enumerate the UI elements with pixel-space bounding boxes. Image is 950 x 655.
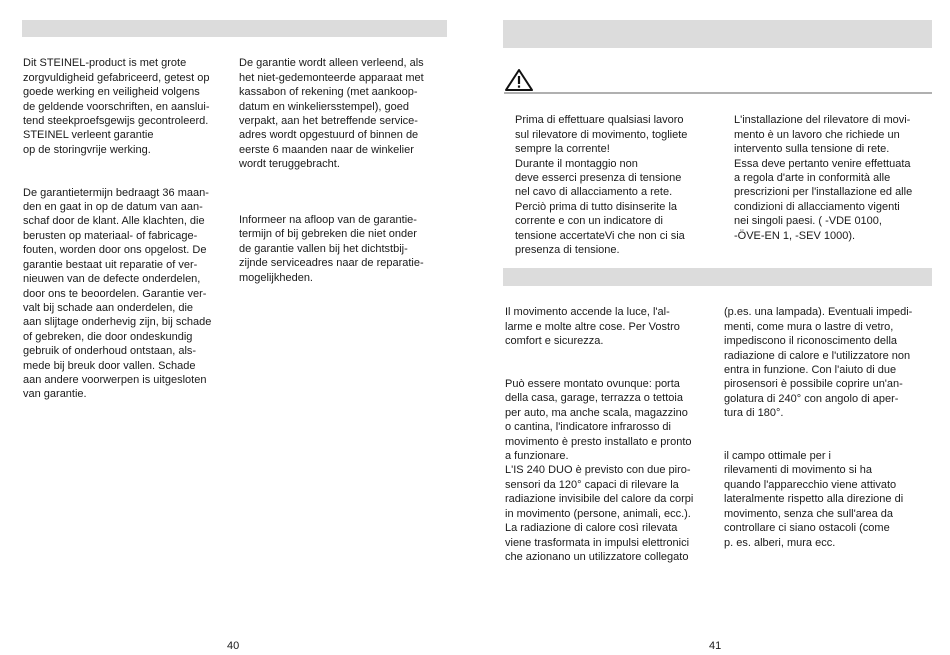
warning-column-1 [515, 99, 725, 272]
description-intro: Il movimento accende la luce, l'al- larme e molte altre cose. Per Vostro comfort e sicurezza. [505, 306, 680, 348]
warning-rule [504, 92, 932, 94]
description-obstacles: (p.es. una lampada). Eventuali impedi- menti, come mura o lastre di vetro, impediscono il riconoscimento della radiazione di calore e l'utilizzatore non entra in funzione. Con l'aiuto di due pirosensori è possibile coprire un'an- golatura di 240° con angolo di aper- tura di 180°. [724, 306, 913, 420]
warning-triangle-icon [504, 68, 534, 92]
warranty-repair-info: Informeer na afloop van de garantie- termijn of bij gebreken die niet onder de garantie vallen bij het dichtstbij- zijnde serviceadres naar de reparatie- mogelijkheden. [239, 214, 424, 284]
left-section-header-bar [22, 20, 447, 37]
warranty-terms: De garantietermijn bedraagt 36 maan- den en gaat in op de datum van aan- schaf door de klant. Alle klachten, die berusten op materiaal- of fabricage- fouten, worden door ons opgelost. De garantie bestaat uit reparatie of ver- nieuwen van de defecte onderdelen, door ons te beoordelen. Garantie ver- valt bij schade aan onderdelen, die aan slijtage onderhevig zijn, bij schade of gebreken, die door ondeskundig gebruik of onderhoud ontstaan, als- mede bij breuk door vallen. Schade aan andere voorwerpen is uitgesloten van garantie. [23, 186, 212, 401]
description-column-2 [724, 291, 939, 564]
warning-column-2 [734, 99, 944, 257]
description-column-1 [505, 291, 720, 579]
description-optimal-range: il campo ottimale per i rilevamenti di movimento si ha quando l'apparecchio viene attivato lateralmente rispetto alla direzione di movimento, senza che sull'area da controllare ci siano ostacoli (come p. es. alberi, mura ecc. [724, 450, 904, 549]
left-column-1 [23, 42, 233, 416]
warranty-conditions: De garantie wordt alleen verleend, als het niet-gedemonteerde apparaat met kassabon of rekening (met aankoop- datum en winkeliersstempel), goed verpakt, aan het betreffende service- adres wordt opgestuurd of binnen de eerste 6 maanden naar de winkelier wordt teruggebracht. [239, 57, 424, 171]
page-number-left: 40 [227, 640, 240, 652]
warning-text-1: Prima di effettuare qualsiasi lavoro sul rilevatore di movimento, togliete sempre la corrente! Durante il montaggio non deve esserci presenza di tensione nel cavo di allacciamento a rete. Perciò prima di tutto disinserite la corrente e con un indicatore di tensione accertateVi che non ci sia presenza di tensione. [515, 114, 688, 257]
right-section-header-bar [503, 20, 932, 48]
warranty-intro: Dit STEINEL-product is met grote zorgvuldigheid gefabriceerd, getest op goede werking en veiligheid volgens de geldende voorschriften, en aanslui- tend steekproefsgewijs gecontroleerd. STEINEL verleent garantie op de storingvrije werking. [23, 57, 210, 156]
left-column-2 [239, 42, 449, 300]
description-installation: Può essere montato ovunque: porta della casa, garage, terrazza o tettoia per auto, ma anche scala, magazzino o cantina, l'indicatore infrarosso di movimento è presto installato e pronto a funzionare. L'IS 240 DUO è previsto con due piro- sensori da 120° capaci di rilevare la radiazione invisibile del calore da corpi in movimento (persone, animali, ecc.). La radiazione di calore così rilevata viene trasformata in impulsi elettronici che azionano un utilizzatore collegato [505, 378, 694, 563]
page-number-right: 41 [709, 640, 722, 652]
description-header-bar [503, 268, 932, 286]
warning-text-2: L'installazione del rilevatore di movi- mento è un lavoro che richiede un intervento sulla tensione di rete. Essa deve pertanto venire effettuata a regola d'arte in conformità alle prescrizioni per l'installazione ed alle condizioni di allacciamento vigenti nei singoli paesi. ( -VDE 0100, -ÖVE-EN 1, -SEV 1000). [734, 114, 913, 242]
